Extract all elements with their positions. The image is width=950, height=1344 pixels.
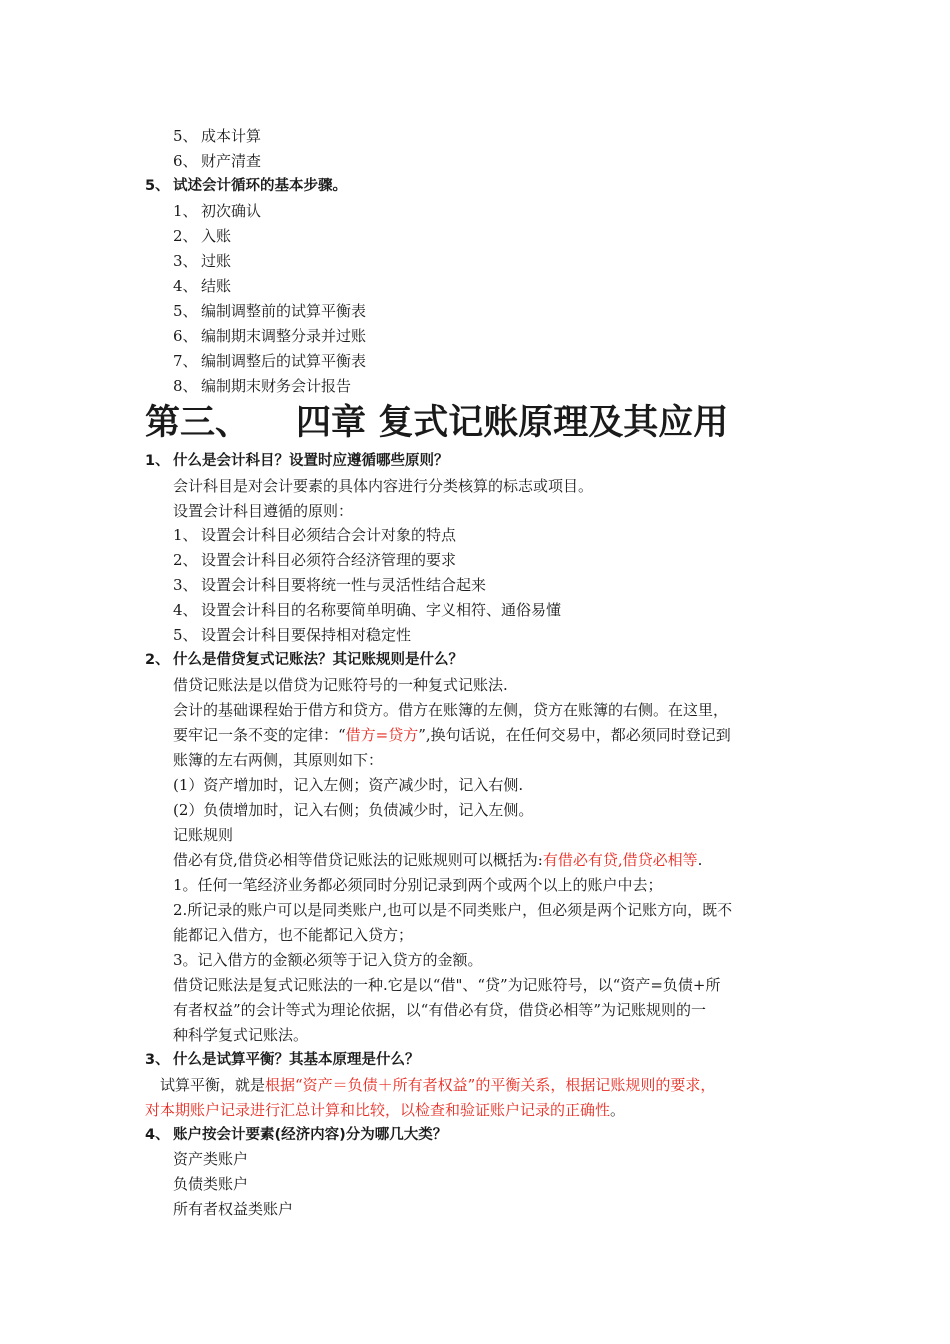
list-item: 1、 设置会计科目必须结合会计对象的特点 bbox=[173, 526, 457, 544]
answer-text: 借贷记账法是以借贷为记账符号的一种复式记账法. bbox=[173, 676, 508, 694]
answer-text: 借贷记账法是复式记账法的一种.它是以“借"、“贷”为记账符号，以“资产=负债+所 bbox=[173, 976, 721, 994]
list-item: 1、 初次确认 bbox=[173, 202, 262, 220]
list-item: 8、 编制期末财务会计报告 bbox=[173, 377, 352, 395]
chapter-title: 第三、 四章 复式记账原理及其应用 bbox=[145, 403, 729, 443]
list-item: 资产类账户 bbox=[173, 1150, 249, 1168]
question-heading: 4、 账户按会计要素(经济内容)分为哪几大类？ bbox=[145, 1127, 448, 1143]
list-item: 6、 财产清查 bbox=[173, 152, 262, 170]
list-item: 5、 编制调整前的试算平衡表 bbox=[173, 302, 367, 320]
list-item: 6、 编制期末调整分录并过账 bbox=[173, 327, 367, 345]
list-item: 2、 入账 bbox=[173, 227, 232, 245]
list-item: 3、 设置会计科目要将统一性与灵活性结合起来 bbox=[173, 576, 487, 594]
question-heading: 5、 试述会计循环的基本步骤。 bbox=[145, 178, 347, 194]
answer-text: 试算平衡，就是根据“资产＝负债＋所有者权益”的平衡关系，根据记账规则的要求， bbox=[160, 1076, 716, 1094]
answer-text: 能都记入借方，也不能都记入贷方； bbox=[173, 926, 414, 944]
question-heading: 2、 什么是借贷复式记账法？其记账规则是什么？ bbox=[145, 652, 463, 668]
answer-text: 账簿的左右两侧，其原则如下： bbox=[173, 751, 384, 769]
question-heading: 3、 什么是试算平衡？其基本原理是什么？ bbox=[145, 1052, 420, 1068]
list-item: 2、 设置会计科目必须符合经济管理的要求 bbox=[173, 551, 457, 569]
answer-text: 记账规则 bbox=[173, 826, 234, 844]
answer-text: 2.所记录的账户可以是同类账户,也可以是不同类账户，但必须是两个记账方向，既不 bbox=[173, 901, 733, 919]
answer-text: 3。记入借方的金额必须等于记入贷方的金额。 bbox=[173, 951, 483, 969]
list-item: 5、 成本计算 bbox=[173, 127, 262, 145]
list-item: 4、 结账 bbox=[173, 277, 232, 295]
answer-text: (1）资产增加时，记入左侧；资产减少时，记入右侧. bbox=[173, 776, 524, 794]
answer-text: 要牢记一条不变的定律：“借方=贷方”,换句话说，在任何交易中，都必须同时登记到 bbox=[173, 726, 731, 744]
question-heading: 1、 什么是会计科目？设置时应遵循哪些原则？ bbox=[145, 453, 449, 469]
answer-text: 会计的基础课程始于借方和贷方。借方在账簿的左侧，贷方在账簿的右侧。在这里， bbox=[173, 701, 729, 719]
answer-text: 借必有贷,借贷必相等借贷记账法的记账规则可以概括为:有借必有贷,借贷必相等. bbox=[173, 851, 703, 869]
answer-text: 设置会计科目遵循的原则： bbox=[173, 502, 354, 520]
answer-text: 有者权益”的会计等式为理论依据，以“有借必有贷，借贷必相等”为记账规则的一 bbox=[173, 1001, 707, 1019]
answer-text: 1。任何一笔经济业务都必须同时分别记录到两个或两个以上的账户中去； bbox=[173, 876, 663, 894]
list-item: 7、 编制调整后的试算平衡表 bbox=[173, 352, 367, 370]
answer-text: 种科学复式记账法。 bbox=[173, 1026, 309, 1044]
answer-text: 对本期账户记录进行汇总计算和比较，以检查和验证账户记录的正确性。 bbox=[145, 1101, 626, 1119]
answer-text: 会计科目是对会计要素的具体内容进行分类核算的标志或项目。 bbox=[173, 477, 594, 495]
list-item: 负债类账户 bbox=[173, 1175, 249, 1193]
list-item: 4、 设置会计科目的名称要简单明确、字义相符、通俗易懂 bbox=[173, 601, 562, 619]
answer-text: (2）负债增加时，记入右侧；负债减少时，记入左侧。 bbox=[173, 801, 534, 819]
list-item: 3、 过账 bbox=[173, 252, 232, 270]
list-item: 5、 设置会计科目要保持相对稳定性 bbox=[173, 626, 412, 644]
list-item: 所有者权益类账户 bbox=[173, 1200, 294, 1218]
